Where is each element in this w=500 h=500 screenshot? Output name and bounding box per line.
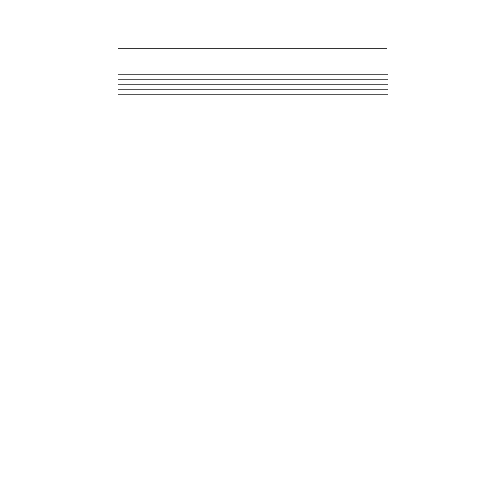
- chapter-7: [118, 94, 388, 95]
- page-header: [118, 30, 387, 49]
- table-of-contents: [118, 66, 388, 95]
